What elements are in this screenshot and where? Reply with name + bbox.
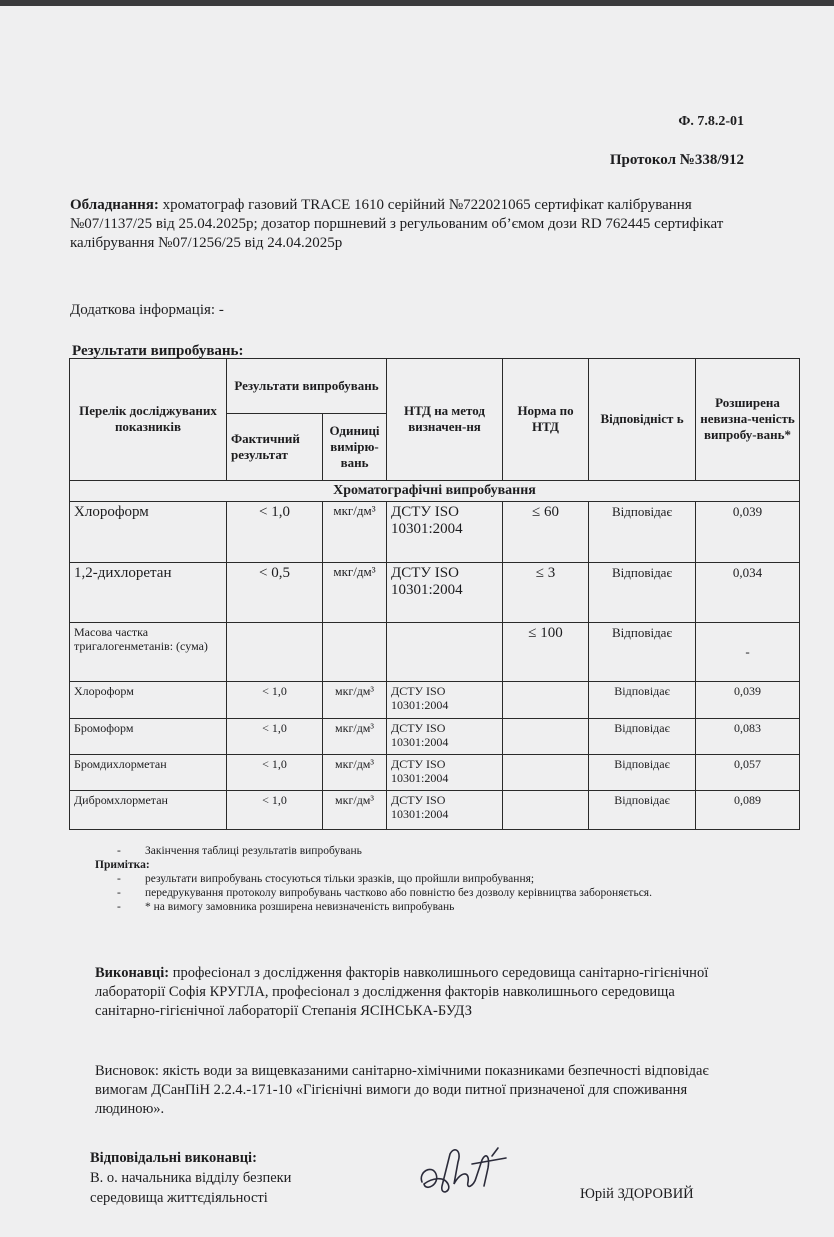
group-uncertainty: - — [696, 623, 800, 682]
row-uncertainty: 0,034 — [696, 562, 800, 623]
additional-info: Додаткова інформація: - — [70, 302, 224, 318]
group-compliance: Відповідає — [589, 623, 696, 682]
end-of-table-note: - Закінчення таблиці результатів випробувань — [95, 844, 735, 858]
row-name: Хлороформ — [70, 501, 227, 562]
sub-ntd: ДСТУ ISO 10301:2004 — [387, 754, 503, 790]
sub-ntd: ДСТУ ISO 10301:2004 — [387, 718, 503, 754]
table-row — [70, 754, 800, 790]
sub-uncertainty: 0,039 — [696, 682, 800, 718]
form-code: Ф. 7.8.2-01 — [678, 114, 744, 129]
table-row — [70, 791, 800, 830]
sub-uncertainty: 0,083 — [696, 718, 800, 754]
empty-cell — [503, 791, 589, 830]
equipment-block — [70, 196, 760, 253]
empty-cell — [503, 682, 589, 718]
group-name: Масова частка тригалогенметанів: (сума) — [70, 623, 227, 682]
sub-compliance: Відповідає — [589, 754, 696, 790]
row-ntd: ДСТУ ISO 10301:2004 — [387, 562, 503, 623]
row-actual: < 0,5 — [227, 562, 323, 623]
responsible-line1: В. о. начальника відділу безпеки — [90, 1170, 292, 1186]
sub-compliance: Відповідає — [589, 718, 696, 754]
responsible-line2: середовища життєдіяльності — [90, 1190, 268, 1206]
header-norm: Норма по НТД — [503, 359, 589, 481]
executors-text: професіонал з дослідження факторів навколишнього середовища санітарно-гігієнічної лабораторії Софія КРУГЛА, професіонал з дослідження факторів навколишнього середовища санітарно-гігієнічної лабораторії Степанія ЯСІНСЬКА-БУДЗ — [95, 965, 709, 1019]
empty-cell — [227, 623, 323, 682]
table-row — [70, 562, 800, 623]
empty-cell — [503, 718, 589, 754]
row-unit: мкг/дм³ — [323, 562, 387, 623]
row-unit: мкг/дм³ — [323, 501, 387, 562]
sub-unit: мкг/дм³ — [323, 718, 387, 754]
section-title: Хроматографічні випробування — [70, 480, 800, 501]
sub-uncertainty: 0,057 — [696, 754, 800, 790]
sub-name: Бромоформ — [70, 718, 227, 754]
row-ntd: ДСТУ ISO 10301:2004 — [387, 501, 503, 562]
executors-label: Виконавці: — [95, 965, 170, 981]
sub-name: Бромдихлорметан — [70, 754, 227, 790]
sub-unit: мкг/дм³ — [323, 682, 387, 718]
note-item: - передрукування протоколу випробувань частково або повністю без дозволу керівництва забороняється. — [95, 886, 735, 900]
executors-block — [95, 964, 735, 1021]
note-item: - результати випробувань стосуються тільки зразків, що пройшли випробування; — [95, 872, 735, 886]
header-uncertainty: Розширена невизна-ченість випробу-вань* — [696, 359, 800, 481]
results-table — [69, 358, 800, 830]
sub-actual: < 1,0 — [227, 754, 323, 790]
sub-compliance: Відповідає — [589, 791, 696, 830]
document-page — [0, 6, 834, 1237]
notes-title: Примітка: — [95, 859, 150, 871]
note-item: - * на вимогу замовника розширена невизначеність випробувань — [95, 900, 735, 914]
signatory-name: Юрій ЗДОРОВИЙ — [580, 1186, 694, 1202]
header-ntd-method: НТД на метод визначен-ня — [387, 359, 503, 481]
sub-unit: мкг/дм³ — [323, 791, 387, 830]
row-actual: < 1,0 — [227, 501, 323, 562]
row-norm: ≤ 60 — [503, 501, 589, 562]
row-compliance: Відповідає — [589, 501, 696, 562]
sub-compliance: Відповідає — [589, 682, 696, 718]
table-row — [70, 682, 800, 718]
equipment-text: хроматограф газовий TRACE 1610 серійний №722021065 сертифікат калібрування №07/1137/25 від 25.04.2025р; дозатор поршневий з регульованим об’ємом дози RD 762445 сертифікат калібрування №07/1256/25 від 24.04.2025р — [70, 197, 724, 251]
empty-cell — [387, 623, 503, 682]
protocol-number: Протокол №338/912 — [609, 152, 744, 168]
sub-name: Хлороформ — [70, 682, 227, 718]
row-compliance: Відповідає — [589, 562, 696, 623]
group-row — [70, 623, 800, 682]
header-actual: Фактичний результат — [227, 413, 323, 480]
conclusion: Висновок: якість води за вищевказаними санітарно-хімічними показниками безпечності відповідає вимогам ДСанПіН 2.2.4.-171-10 «Гігієнічні вимоги до води питної призначеної для споживання людиною». — [95, 1063, 709, 1117]
row-uncertainty: 0,039 — [696, 501, 800, 562]
group-norm: ≤ 100 — [503, 623, 589, 682]
results-title: Результати випробувань: — [72, 343, 244, 359]
row-norm: ≤ 3 — [503, 562, 589, 623]
notes-block — [95, 844, 735, 914]
signature-image — [410, 1134, 520, 1204]
row-name: 1,2-дихлоретан — [70, 562, 227, 623]
sub-ntd: ДСТУ ISO 10301:2004 — [387, 682, 503, 718]
header-results: Результати випробувань — [227, 359, 387, 414]
sub-ntd: ДСТУ ISO 10301:2004 — [387, 791, 503, 830]
empty-cell — [323, 623, 387, 682]
sub-uncertainty: 0,089 — [696, 791, 800, 830]
sub-actual: < 1,0 — [227, 718, 323, 754]
table-row — [70, 718, 800, 754]
equipment-label: Обладнання: — [70, 197, 159, 213]
header-units: Одиниці вимірю-вань — [323, 413, 387, 480]
header-compliance: Відповідніст ь — [589, 359, 696, 481]
table-row — [70, 501, 800, 562]
header-indicator: Перелік досліджуваних показників — [70, 359, 227, 481]
empty-cell — [503, 754, 589, 790]
sub-actual: < 1,0 — [227, 682, 323, 718]
sub-actual: < 1,0 — [227, 791, 323, 830]
sub-unit: мкг/дм³ — [323, 754, 387, 790]
responsible-block — [90, 1148, 291, 1208]
sub-name: Дибромхлорметан — [70, 791, 227, 830]
responsible-label: Відповідальні виконавці: — [90, 1150, 257, 1166]
